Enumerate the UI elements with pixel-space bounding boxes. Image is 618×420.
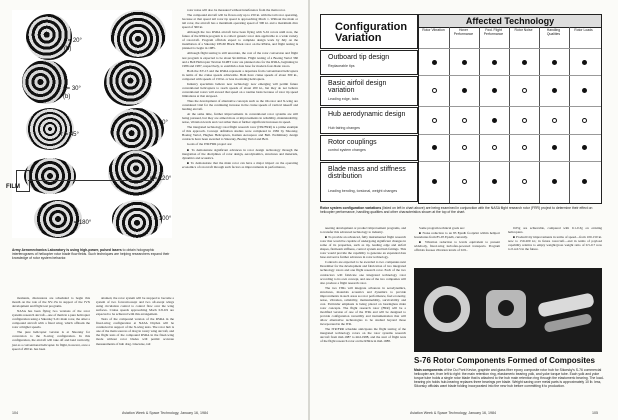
table-right-panel xyxy=(418,14,602,204)
column-divider xyxy=(479,27,480,203)
paragraph: 0.05g are achievable, compared with 0.1-0.3g on existing helicopters. xyxy=(508,226,602,235)
paragraph: Tests of the compound version of the RSRA in the fixed-wing configuration at NASA Dryden will be conducted in support of the X-wing tests. The rotor hub is one of the main sources of drag in rotary wing aircraft, and the flight tests of the compound RSRA in the fixed-wing mode without rotor blades will permit accurate measurements of hub drag. Likewise, tail xyxy=(96,317,174,346)
page-number: 104 xyxy=(12,411,18,415)
filled-dot-mark xyxy=(552,145,557,150)
filled-dot-mark xyxy=(552,179,557,184)
filled-dot-mark xyxy=(582,145,587,150)
interferogram-label: r = 60° xyxy=(150,120,168,126)
column-header: Fwd. Flight Performance xyxy=(483,28,504,36)
paragraph: At the same time, further improvements in conventional rotor systems are still being pursued, but they are aimed more at improvements in reliability, maintainability, noise, vibration levels and cost rather than at further significant increases in speed. xyxy=(182,112,298,125)
rotor-components-photo xyxy=(414,268,602,352)
photo-caption-bold: Main components xyxy=(414,368,443,372)
paragraph: Although flight testing is still uncertain, the cost of the rotor conversion and flight test program is expected to be about $4 million. Flight testing of a Boeing Vertol 360 and a Bell Helicopter Textron 614BT rotor are planned also for the RSRA, beginning in 1986 and 1987, respectively, to establish a data base for modern four-blade rotors. xyxy=(182,51,298,68)
row-title: Basic airfoil design variation xyxy=(328,80,387,94)
interferogram-disk xyxy=(110,108,164,150)
photo-caption-text: of the Du Pont Kevlar, graphite and glass fiber epoxy composite rotor hub for Sikorsky's S-76 commercial helicopter are, from left to right: the main retention ring, elastomeric bearing yolk, and yoke torque tube. Each yolk and yoke torque tube holds a single rotor blade that is attached to the hub main retention ring through the elastomeric bearing. The load-bearing pin holds hub-bearing replaces three bearings per blade. Weight saving over metal parts is approximately 10 lb. less, Sikorsky officials want blade folding incorporated into the new hub before committing it to production. xyxy=(414,368,604,389)
row-divider xyxy=(419,106,601,107)
table-caption xyxy=(320,206,602,220)
column-header: Hover Performance xyxy=(453,28,474,36)
interferogram-label: (b) xyxy=(64,46,72,52)
retention-ring-part xyxy=(424,286,470,332)
row-divider xyxy=(419,161,601,162)
filled-dot-mark xyxy=(582,179,587,184)
paragraph: ■ Noise reduction to an 83 Epndb footprint within heliport boundaries from 85-95 Epndb, currently. xyxy=(414,231,500,240)
interferogram-disk xyxy=(22,60,71,104)
open-circle-mark xyxy=(432,118,437,123)
open-circle-mark xyxy=(522,118,527,123)
paragraph: Although the two RSRA aircraft have been flying with S-61 rotors until now, the future of the RSRA program is to collect generic rotor data applicable to a wide variety of rotorcraft. Program officials expect to complete design work by July on the installation of a Sikorsky UH-60 Black Hawk rotor on the RSRA, and flight testing is planned to begin in 1985. xyxy=(182,30,298,51)
paragraph: ■ Vibration reduction to levels equivalent to present widebody, fixed-wing turbofan-powered transports. Program officials foresee vibration levels of 0.01- xyxy=(414,240,500,253)
figure-caption-bold: Army Aeromechanics Laboratory is using high-power, pulsed lasers xyxy=(12,248,122,252)
column-divider xyxy=(539,27,540,203)
interferogram-label: r = 180° xyxy=(70,220,92,226)
paragraph: ■ To provide an advanced, fully instrumented flight research rotor that would be capable of undergoing significant changes in some of its properties, such as tip, leading edge and airfoil shapes, flexbeam stiffness, control system and hub fairings. This rotor would provide the capability to generate an expanded data base and serve further advances in rotor technology. xyxy=(320,235,406,260)
page-footer-publication: Aviation Week & Space Technology, January 16, 1984 xyxy=(410,411,497,415)
interferogram-label: r = 120° xyxy=(150,176,172,182)
filled-dot-mark xyxy=(492,88,497,93)
filled-dot-mark xyxy=(582,88,587,93)
row-title: Hub aerodynamic design xyxy=(328,111,406,118)
filled-dot-mark xyxy=(552,88,557,93)
bearing-yolk-hole xyxy=(498,300,514,316)
interferogram-label: (b) xyxy=(63,94,71,100)
open-circle-mark xyxy=(462,118,467,123)
paragraph: ■ Productivity improvements in terms of speed—from 100-150 kt. now to 150-200 kt.; in future rotorcraft—and in terms of payload capability relative to empty weight/gross weight ratio of 0.5-0.7 now to 0.4-0.5 in the future. xyxy=(508,235,602,252)
row-subtitle: control system changes xyxy=(328,148,366,152)
table-row-label xyxy=(320,50,418,75)
paragraph: ■ To demonstrate that the main rotor can have a major impact on the operating economics of rotorcraft through such factors as improvements in performance, xyxy=(182,160,298,169)
column-header: Handling Qualities xyxy=(546,28,561,36)
interferogram-figure xyxy=(12,10,172,238)
open-circle-mark xyxy=(462,145,467,150)
paragraph: The compound aircraft will be flown only up to 250 kt. with the tail rotor operating, because at that speed tail rotor tip speed is approaching Mach 1. Without the main or tail rotor, the aircraft has a maximum operating speed of 300 kt. and a maximum dive speed of 360 kt. xyxy=(182,13,298,30)
column-header: Rotor Vibration xyxy=(422,28,445,32)
open-circle-mark xyxy=(432,88,437,93)
section-heading: S-76 Rotor Components Formed of Composites xyxy=(414,356,595,365)
filled-dot-mark xyxy=(492,60,497,65)
interferogram-disk xyxy=(24,158,76,194)
paragraph: moments, discussions are scheduled to begin this month on the role of the XV-15s in support of the JVX development and flight test programs. xyxy=(12,296,90,309)
paragraph: Thus the development of alternative concepts such as the tilt-rotor and X-wing are considered vital for the continuing increase in the cruise speeds of vertical takeoff and landing aircraft. xyxy=(182,98,298,112)
row-divider xyxy=(419,48,601,49)
article-column-1 xyxy=(12,296,90,408)
article-column-4 xyxy=(320,226,406,344)
row-title: Rotor couplings xyxy=(328,139,377,146)
torque-tube-part xyxy=(543,313,592,333)
paragraph: The pure helicopter version is at Sikorsky for conversion to the X-wing configuration. In this configuration, the aircraft will take off and land vertically, just as a conventional helicopter. In flight, however, once a speed of 200 kt. has been xyxy=(12,330,90,351)
interferogram-disk xyxy=(108,150,164,196)
paragraph: The two ITRs will integrate advances in aerodynamics, structures, materials acoustics and dynamics to provide improvements in such areas as rotor performance, fuel economy, noise, vibration, reliability, maintainability, survivability and cost. Particular emphasis is being placed on bearingless main rotor concepts. The flight research rotor (FRR) will be a modified version of one of the ITRs and will be designed to provide configuration versatility and instrumentation that will allow alternative technologies to be studied beyond those incorporated in the ITR. xyxy=(320,285,406,327)
paragraph: rotor noise will also be measured without interference from the main rotor. xyxy=(187,8,286,12)
table-caption-bold: Rotor system configuration variations xyxy=(320,206,382,210)
table-row-label xyxy=(320,76,418,106)
paragraph: NASA has been flying two versions of the rotor systems research aircraft—one of them in a pure helicopter configuration using a Sikorsky S-61 main rotor, the other a compound aircraft with a fixed wing, which offloads the rotor at higher speeds. xyxy=(12,309,90,330)
interferogram-label: r = 45° xyxy=(61,132,79,138)
paragraph: attained, the rotor system will be stopped to become a system of two forward-swept and two aft-swept wings using circulation control to control flow over the wing surfaces. Cruise speeds approaching Mach 0.8-0.9 are expected to be achieved with this arrangement. xyxy=(96,296,174,317)
interferogram-label: r = 30° xyxy=(63,86,81,92)
column-divider xyxy=(569,27,570,203)
film-label: FILM xyxy=(6,184,20,190)
row-subtitle: Leading bending, torsional, weight changes xyxy=(328,189,398,193)
table-row-label xyxy=(320,107,418,134)
interferogram-label: r = 100° xyxy=(150,216,172,222)
photo-caption xyxy=(414,368,604,408)
open-circle-mark xyxy=(492,145,497,150)
table-right-title: Affected Technology xyxy=(419,15,601,28)
column-divider xyxy=(509,27,510,203)
filled-dot-mark xyxy=(432,145,437,150)
table-left-header xyxy=(320,14,418,49)
filled-dot-mark xyxy=(432,179,437,184)
filled-dot-mark xyxy=(492,179,497,184)
page-gutter xyxy=(308,0,310,420)
open-circle-mark xyxy=(522,145,527,150)
filled-dot-mark xyxy=(552,60,557,65)
column-header: Rotor Loads xyxy=(574,28,593,32)
open-circle-mark xyxy=(582,118,587,123)
table-row-label xyxy=(320,162,418,202)
paragraph: The integrated technology rotor/flight research rotor (ITR/FRR) is a prime example of this approach. Concept definition studies were completed in 1982 by Sikorsky, Boeing Vertol, Hughes Helicopters, Kaman Aerospace and Bell. Preliminary design contracts have been awarded to Sikorsky, Boeing Vertol and Bell. xyxy=(182,125,298,142)
interferogram-disk xyxy=(110,10,166,58)
filled-dot-mark xyxy=(492,118,497,123)
table-row-label xyxy=(320,135,418,161)
article-column-3 xyxy=(182,8,298,408)
configuration-table xyxy=(320,14,600,202)
filled-dot-mark xyxy=(432,60,437,65)
row-subtitle: Replaceable tips xyxy=(328,64,355,68)
page-footer-publication: Aviation Week & Space Technology, January 16, 1984 xyxy=(122,411,209,415)
column-divider xyxy=(449,27,450,203)
row-divider xyxy=(419,75,601,76)
row-subtitle: Leading edge, tabs xyxy=(328,97,359,101)
open-circle-mark xyxy=(522,88,527,93)
paragraph: Contracts are expected to be awarded to two companies next December for the development and fabrication of two integrated technology rotors and one flight research rotor. Each of the two contractors will fabricate one integrated technology rotor according to its own concept, and one of the two companies will also produce a flight research rotor. xyxy=(320,260,406,285)
paragraph: Some program technical goals are: xyxy=(419,226,465,230)
column-header: Rotor Noise xyxy=(514,28,533,32)
rotor-axis-line xyxy=(28,180,154,181)
filled-dot-mark xyxy=(462,60,467,65)
paragraph: Both the XV-15 and the RSRA represent a departure from conventional helicopters in terms of the cruise speeds achievable. Both have cruise speeds of about 300 kt., compared with speeds of 150 kt. or less in existing helicopters. xyxy=(182,68,298,81)
row-title: Outboard tip design xyxy=(328,54,390,61)
paragraph: Industry specialists believe new technology now emerging will permit future conventional helicopters to reach speeds of about 200 kt., but they do not believe conventional rotors will exceed that speed on a routine basis because of rotor tip speed limitations at that airspeed. xyxy=(182,81,298,98)
article-column-2 xyxy=(96,296,174,408)
interferogram-label: r = 20° xyxy=(64,38,82,44)
page-number: 105 xyxy=(592,411,598,415)
paragraph: Goals of the ITR/FRR project are: xyxy=(187,142,233,147)
open-circle-mark xyxy=(462,179,467,184)
table-left-title: Configuration Variation xyxy=(335,21,408,44)
row-divider xyxy=(419,134,601,135)
open-circle-mark xyxy=(522,179,527,184)
interferogram-disk xyxy=(26,108,74,150)
interferogram-disk xyxy=(26,14,72,60)
interferogram-disk xyxy=(104,60,152,106)
open-circle-mark xyxy=(552,118,557,123)
table-caption-text: (listed on left in chart above) are being examined in conjunction with the NASA flight research rotor (FRR) project to determine their effect on helicopter performance, handling qualities and other characteristics shown at the top of the chart. xyxy=(320,206,593,215)
interferogram-disk xyxy=(34,200,82,238)
row-subtitle: Hub fairing changes xyxy=(328,126,360,130)
row-title: Blade mass and stiffness distribution xyxy=(328,166,406,180)
filled-dot-mark xyxy=(462,88,467,93)
paragraph: The ITR/FRR schedule anticipates the flight testing of the integrated technology rotors on the rotor systems research aircraft from mid-1987 to mid-1988, and the start of flight tests of the flight research rotor on the RSRA in mid-1988. xyxy=(320,327,406,344)
filled-dot-mark xyxy=(522,60,527,65)
paragraph: neering development or product improvement programs, and to transfer this advanced technology to industry. xyxy=(320,226,406,235)
paragraph: ■ To demonstrate significant advances in rotor design technology through the integration of the disciplines of rotor design, aerodynamics, structures and materials, dynamics and acoustics. xyxy=(182,147,298,160)
figure-caption-text: to obtain holographic interferograms of helicopter rotor blade flow fields. Such techniques are helping researchers expand their knowledge of rotor system behavior. xyxy=(12,248,170,261)
filled-dot-mark xyxy=(582,60,587,65)
figure-caption xyxy=(12,248,172,278)
